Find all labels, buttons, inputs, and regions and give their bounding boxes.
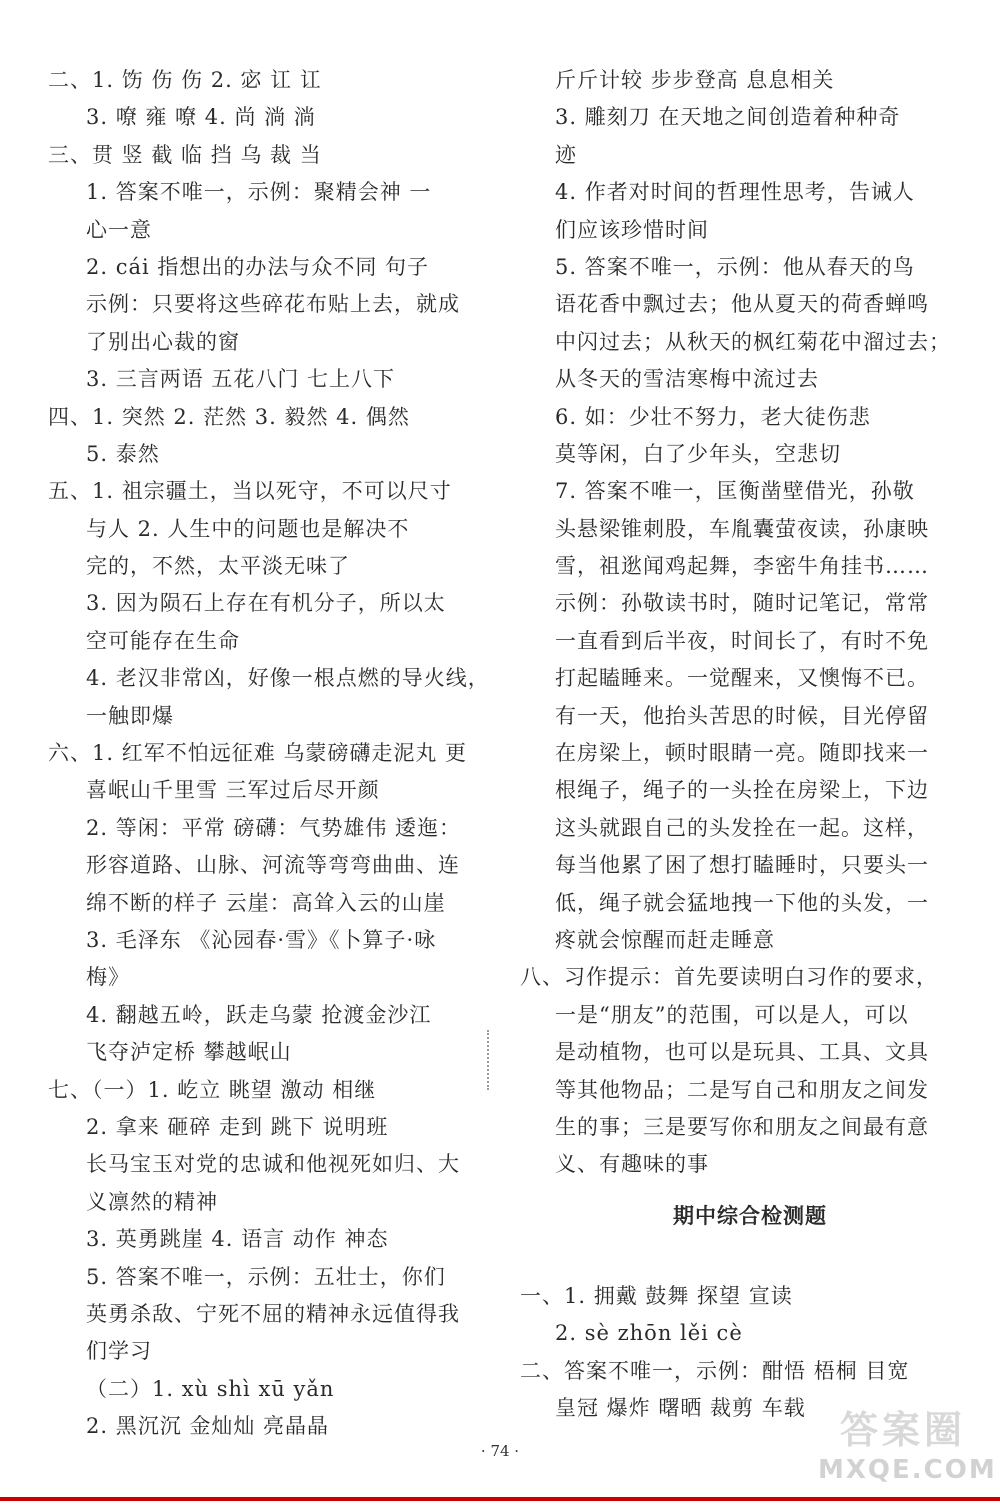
answer-line: 有一天，他抬头苦思的时候，目光停留 bbox=[555, 703, 929, 728]
answer-line: 示例：孙敬读书时，随时记笔记，常常 bbox=[555, 591, 929, 616]
watermark-url-text: MXQE.COM bbox=[818, 1455, 997, 1485]
answer-line: 是动植物，也可以是玩具、工具、文具 bbox=[555, 1040, 929, 1065]
section-heading: 期中综合检测题 bbox=[673, 1204, 827, 1228]
answer-line: 在房梁上，顿时眼睛一亮。随即找来一 bbox=[555, 741, 929, 766]
answer-line: 六、1. 红军不怕远征难 乌蒙磅礴走泥丸 更 bbox=[48, 741, 468, 766]
site-watermark bbox=[818, 1406, 997, 1494]
answer-line: 们学习 bbox=[86, 1339, 152, 1364]
answer-line: 们应该珍惜时间 bbox=[555, 217, 709, 242]
answer-line: 3. 三言两语 五花八门 七上八下 bbox=[86, 367, 396, 392]
answer-line: 二、答案不唯一，示例：酣悟 梧桐 目宽 bbox=[520, 1358, 910, 1383]
left-column bbox=[48, 62, 490, 1445]
answer-line: 英勇杀敌、宁死不屈的精神永远值得我 bbox=[86, 1301, 460, 1326]
answer-line: 形容道路、山脉、河流等弯弯曲曲、连 bbox=[86, 853, 460, 878]
answer-line: 5. 答案不唯一，示例：他从春天的鸟 bbox=[555, 254, 915, 279]
answer-line: 了别出心裁的窗 bbox=[86, 329, 240, 354]
answer-line: 长马宝玉对党的忠诚和他视死如归、大 bbox=[86, 1152, 460, 1177]
answer-line: 1. 答案不唯一，示例：聚精会神 一 bbox=[86, 180, 432, 205]
answer-line: 皇冠 爆炸 曙晒 裁剪 车载 bbox=[555, 1396, 806, 1421]
right-column bbox=[520, 62, 951, 1184]
answer-line: 空可能存在生命 bbox=[86, 628, 240, 653]
answer-line: （二）1. xù shì xū yǎn bbox=[86, 1376, 335, 1401]
answer-line: 七、（一）1. 屹立 眺望 激动 相继 bbox=[48, 1077, 377, 1102]
answer-line: 从冬天的雪洁寒梅中流过去 bbox=[555, 367, 819, 392]
answer-line: 4. 作者对时间的哲理性思考，告诫人 bbox=[555, 180, 915, 205]
answer-line: 打起瞌睡来。一觉醒来，又懊悔不已。 bbox=[555, 666, 929, 691]
answer-line: 3. 毛泽东 《沁园春·雪》《卜算子·咏 bbox=[86, 927, 437, 952]
answer-line: 一、1. 拥戴 鼓舞 探望 宣读 bbox=[520, 1284, 793, 1308]
answer-line: 示例：只要将这些碎花布贴上去，就成 bbox=[86, 292, 460, 317]
answer-line: 一是“朋友”的范围，可以是人，可以 bbox=[555, 1002, 909, 1027]
answer-line: 一直看到后半夜，时间长了，有时不免 bbox=[555, 628, 929, 653]
answer-line: 每当他累了困了想打瞌睡时，只要头一 bbox=[555, 853, 929, 878]
answer-line: 3. 雕刻刀 在天地之间创造着种种奇 bbox=[555, 105, 901, 130]
answer-line: 2. 拿来 砸碎 走到 跳下 说明班 bbox=[86, 1114, 389, 1139]
answer-line: 2. cái 指想出的办法与众不同 句子 bbox=[86, 254, 430, 279]
answer-line: 根绳子，绳子的一头拴在房梁上，下边 bbox=[555, 778, 929, 803]
answer-line: 八、习作提示：首先要读明白习作的要求， bbox=[520, 965, 938, 990]
answer-line: 5. 泰然 bbox=[86, 441, 160, 466]
answer-line: 3. 英勇跳崖 4. 语言 动作 神态 bbox=[86, 1227, 389, 1252]
answer-line: 飞夺泸定桥 攀越岷山 bbox=[86, 1040, 292, 1065]
answer-line: 梅》 bbox=[86, 965, 130, 990]
answer-line: 三、贯 竖 截 临 挡 乌 裁 当 bbox=[48, 142, 322, 167]
answer-line: 头悬梁锥刺股，车胤囊萤夜读，孙康映 bbox=[555, 516, 929, 541]
answer-line: 等其他物品；二是写自己和朋友之间发 bbox=[555, 1077, 929, 1102]
answer-line: 一触即爆 bbox=[86, 703, 174, 728]
answer-line: 生的事；三是要写你和朋友之间最有意 bbox=[555, 1114, 929, 1139]
answer-line: 7. 答案不唯一，匡衡凿壁借光，孙敬 bbox=[555, 479, 915, 504]
answer-line: 与人 2. 人生中的问题也是解决不 bbox=[86, 516, 410, 541]
answer-line: 3. 因为陨石上存在有机分子，所以太 bbox=[86, 591, 446, 616]
answer-line: 中闪过去；从秋天的枫红菊花中溜过去； bbox=[555, 329, 951, 354]
page-number: · 74 · bbox=[480, 1442, 520, 1460]
watermark-logo-text: 答案圈 bbox=[839, 1408, 966, 1452]
answer-line: 4. 老汉非常凶，好像一根点燃的导火线， bbox=[86, 666, 490, 691]
answer-line: 3. 嘹 雍 嘹 4. 尚 淌 淌 bbox=[86, 105, 316, 130]
answer-line: 5. 答案不唯一，示例：五壮士，你们 bbox=[86, 1264, 446, 1289]
answer-line: 义、有趣味的事 bbox=[555, 1152, 709, 1177]
answer-line: 疼就会惊醒而赶走睡意 bbox=[555, 927, 775, 952]
answer-line: 2. 黑沉沉 金灿灿 亮晶晶 bbox=[86, 1414, 330, 1439]
answer-line: 四、1. 突然 2. 茫然 3. 毅然 4. 偶然 bbox=[48, 404, 410, 429]
column-divider bbox=[487, 1030, 491, 1090]
answer-line: 莫等闲，白了少年头，空悲切 bbox=[555, 441, 841, 466]
answer-line: 语花香中飘过去；他从夏天的荷香蝉鸣 bbox=[555, 292, 929, 317]
answer-line: 雪，祖逖闻鸡起舞，李密牛角挂书…… bbox=[555, 554, 929, 579]
answer-line: 6. 如：少壮不努力，老大徒伤悲 bbox=[555, 404, 871, 429]
answer-line: 2. 等闲：平常 磅礴：气势雄伟 逶迤： bbox=[86, 815, 462, 840]
answer-line: 五、1. 祖宗疆土，当以死守，不可以尺寸 bbox=[48, 479, 452, 504]
bottom-rule bbox=[0, 1497, 1000, 1501]
answer-line: 完的，不然，太平淡无味了 bbox=[86, 554, 350, 579]
answer-line: 喜岷山千里雪 三军过后尽开颜 bbox=[86, 778, 380, 803]
answer-line: 迹 bbox=[555, 142, 577, 167]
answer-line: 二、1. 饬 伤 伤 2. 宓 讧 讧 bbox=[48, 68, 322, 92]
answer-line: 这头就跟自己的头发拴在一起。这样， bbox=[555, 815, 929, 840]
answer-line: 2. sè zhōn lěi cè bbox=[555, 1321, 743, 1346]
answer-line: 4. 翻越五岭，跃走乌蒙 抢渡金沙江 bbox=[86, 1002, 432, 1027]
answer-line: 斤斤计较 步步登高 息息相关 bbox=[555, 68, 835, 92]
answer-line: 义凛然的精神 bbox=[86, 1189, 218, 1214]
answer-line: 心一意 bbox=[86, 217, 152, 242]
answer-line: 绵不断的样子 云崖：高耸入云的山崖 bbox=[86, 890, 446, 915]
answer-line: 低，绳子就会猛地拽一下他的头发，一 bbox=[555, 890, 929, 915]
